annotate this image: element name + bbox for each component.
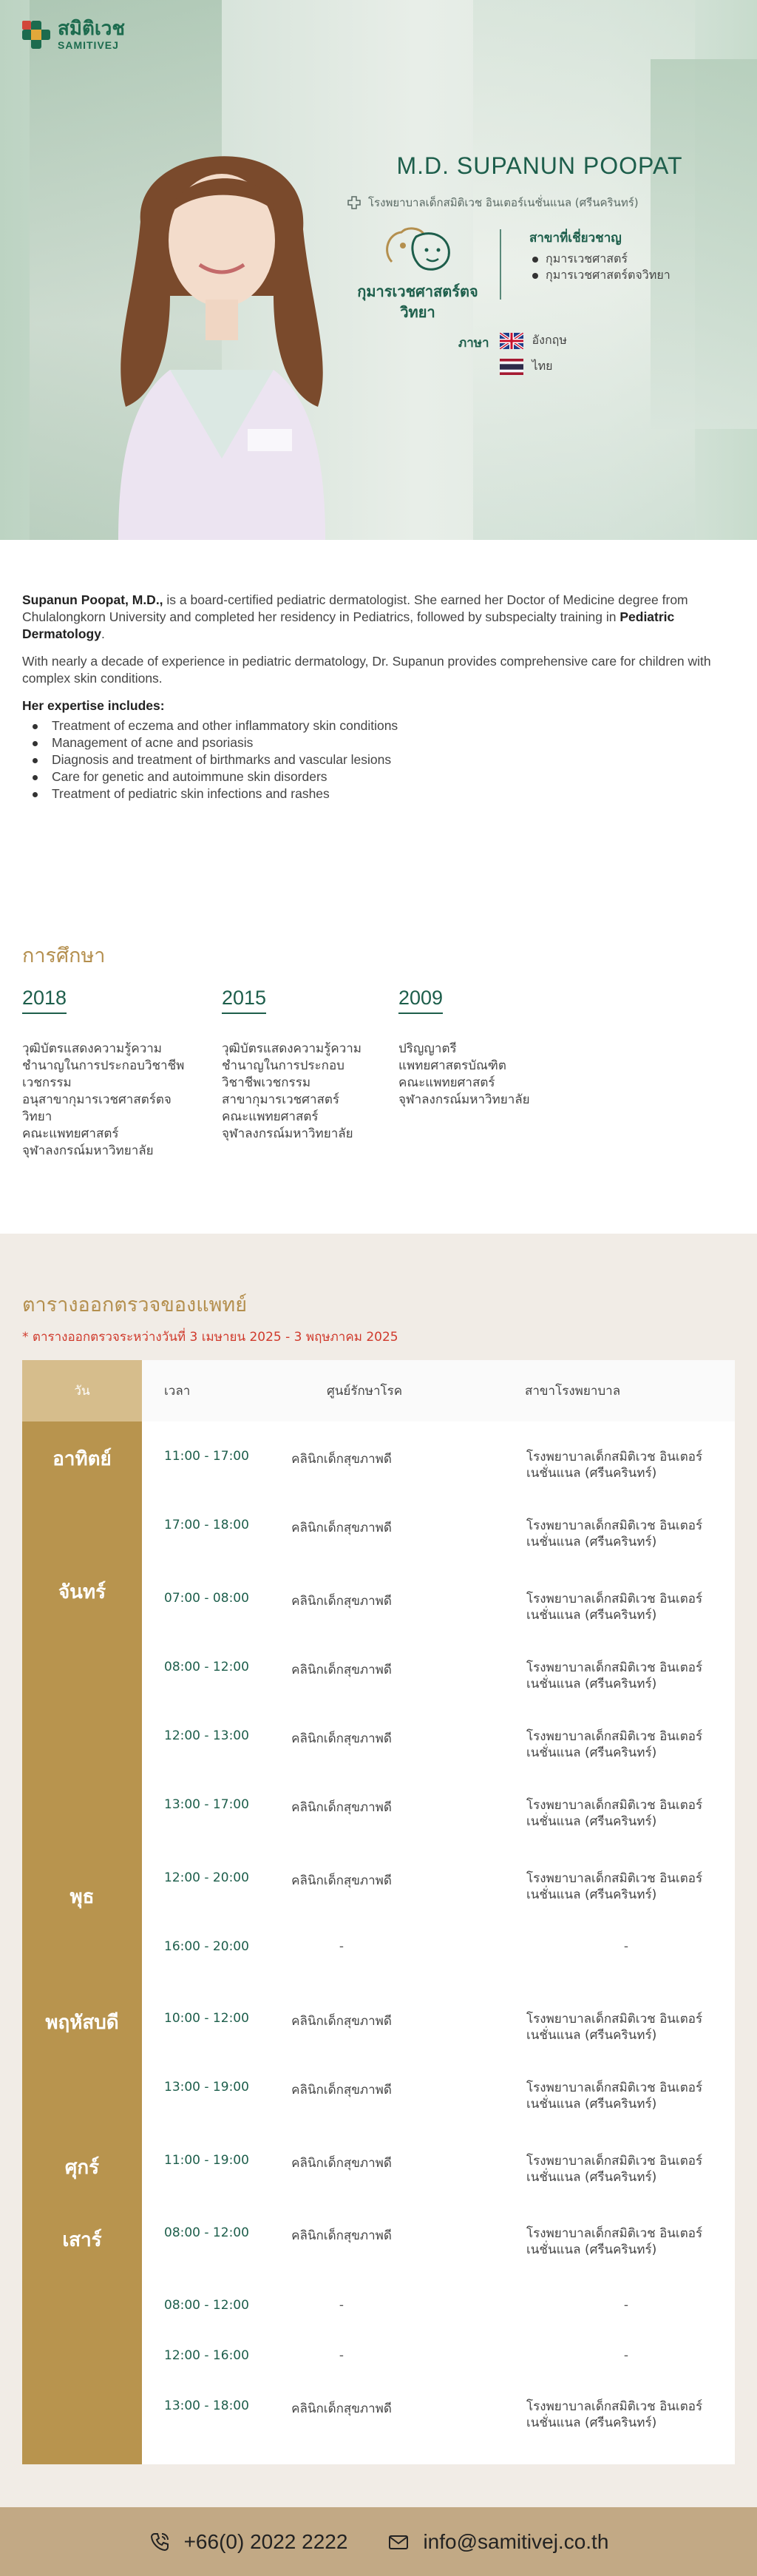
education-item (398, 987, 530, 1109)
row-center: - (339, 1939, 344, 1954)
row-time: 12:00 - 16:00 (164, 2348, 249, 2363)
row-time: 17:00 - 18:00 (164, 1518, 249, 1532)
email-address[interactable]: info@samitivej.co.th (423, 2529, 609, 2553)
row-branch: โรงพยาบาลเด็กสมิติเวช อินเตอร์ เนชั่นแนล (ศรีนครินทร์) (526, 1871, 703, 1902)
list-item: Management of acne and psoriasis (22, 734, 735, 751)
row-center: คลินิกเด็กสุขภาพดี (291, 2014, 392, 2029)
phone-contact[interactable] (149, 2530, 348, 2554)
row-center: คลินิกเด็กสุขภาพดี (291, 1594, 392, 1609)
logo-thai-text: สมิติเวช (58, 18, 126, 40)
row-time: 08:00 - 12:00 (164, 2225, 249, 2240)
doctor-bio (22, 592, 735, 802)
row-center: คลินิกเด็กสุขภาพดี (291, 1873, 392, 1888)
education-year: 2009 (398, 987, 443, 1014)
row-branch: โรงพยาบาลเด็กสมิติเวช อินเตอร์ เนชั่นแนล (ศรีนครินทร์) (526, 2399, 703, 2430)
specialty-title: กุมารเวชศาสตร์ตจ วิทยา (357, 283, 478, 321)
hospital-name: โรงพยาบาลเด็กสมิติเวช อินเตอร์เนชั่นแนล (ศรีนครินทร์) (368, 196, 639, 209)
doctor-hospital (347, 194, 717, 212)
logo-eng-text: SAMITIVEJ (58, 39, 119, 51)
thai-flag-icon (500, 359, 523, 375)
phone-number[interactable]: +66(0) 2022 2222 (183, 2529, 348, 2553)
footer (0, 2507, 757, 2576)
row-time: 13:00 - 19:00 (164, 2080, 249, 2095)
expertise-item: กุมารเวชศาสตร์ตจวิทยา (529, 267, 671, 283)
expertise-includes-title: Her expertise includes: (22, 698, 165, 713)
row-center: คลินิกเด็กสุขภาพดี (291, 1663, 392, 1677)
row-time: 11:00 - 17:00 (164, 1449, 249, 1464)
list-item: Treatment of eczema and other inflammatory skin conditions (22, 717, 735, 734)
phone-icon (149, 2531, 171, 2553)
schedule-note: * ตารางออกตรวจระหว่างวันที่ 3 เมษายน 2025 - 3 พฤษภาคม 2025 (22, 1330, 398, 1345)
row-branch: - (623, 2298, 629, 2313)
row-branch: โรงพยาบาลเด็กสมิติเวช อินเตอร์ เนชั่นแนล (ศรีนครินทร์) (526, 1592, 703, 1623)
header-branch: สาขาโรงพยาบาล (525, 1384, 621, 1399)
expertise-includes-list (22, 717, 735, 802)
table-header (22, 1360, 735, 1421)
row-branch: โรงพยาบาลเด็กสมิติเวช อินเตอร์ เนชั่นแนล (ศรีนครินทร์) (526, 1660, 703, 1691)
education-item (222, 987, 361, 1143)
row-time: 16:00 - 20:00 (164, 1939, 249, 1954)
expertise-block (529, 228, 671, 283)
hero-banner (0, 0, 757, 540)
mail-icon (387, 2531, 410, 2553)
day-label: ศุกร์ (64, 2157, 100, 2179)
header-center: ศูนย์รักษาโรค (327, 1384, 403, 1399)
row-branch: โรงพยาบาลเด็กสมิติเวช อินเตอร์ เนชั่นแนล (ศรีนครินทร์) (526, 1798, 703, 1829)
row-branch: โรงพยาบาลเด็กสมิติเวช อินเตอร์ เนชั่นแนล (ศรีนครินทร์) (526, 1450, 703, 1481)
row-time: 12:00 - 20:00 (164, 1870, 249, 1885)
row-center: - (339, 2348, 344, 2363)
doctor-photo (89, 111, 355, 540)
row-branch: โรงพยาบาลเด็กสมิติเวช อินเตอร์ เนชั่นแนล (ศรีนครินทร์) (526, 2154, 703, 2185)
logo-cross-icon (21, 19, 52, 50)
education-text: วุฒิบัตรแสดงความรู้ความ ชำนาญในการประกอบวิชาชีพ เวชกรรม อนุสาขากุมารเวชศาสตร์ตจ วิทยา คณะแพทยศาสตร์ จุฬาลงกรณ์มหาวิทยาลัย (22, 1041, 185, 1158)
day-label: เสาร์ (62, 2229, 102, 2251)
header-day: วัน (22, 1360, 142, 1421)
row-time: 13:00 - 17:00 (164, 1797, 249, 1812)
row-center: คลินิกเด็กสุขภาพดี (291, 1521, 392, 1535)
schedule-section (0, 1234, 757, 2507)
row-time: 08:00 - 12:00 (164, 2298, 249, 2313)
header-time: เวลา (164, 1384, 191, 1399)
list-item: Diagnosis and treatment of birthmarks and vascular lesions (22, 751, 735, 768)
day-column (22, 1421, 142, 2464)
row-branch: โรงพยาบาลเด็กสมิติเวช อินเตอร์ เนชั่นแนล (ศรีนครินทร์) (526, 1729, 703, 1760)
education-heading: การศึกษา (22, 944, 106, 967)
day-label: จันทร์ (58, 1581, 106, 1603)
language-label: ภาษา (458, 336, 489, 351)
row-center: คลินิกเด็กสุขภาพดี (291, 2401, 392, 2416)
day-label: พุธ (69, 1886, 95, 1908)
day-label: อาทิตย์ (52, 1448, 112, 1470)
uk-flag-icon (500, 333, 523, 349)
education-text: วุฒิบัตรแสดงความรู้ความ ชำนาญในการประกอบ วิชาชีพเวชกรรม สาขากุมารเวชศาสตร์ คณะแพทยศาสตร์ จุฬาลงกรณ์มหาวิทยาลัย (222, 1041, 362, 1141)
row-time: 12:00 - 13:00 (164, 1728, 249, 1743)
language-block (458, 331, 567, 376)
list-item: Care for genetic and autoimmune skin disorders (22, 768, 735, 785)
row-branch: โรงพยาบาลเด็กสมิติเวช อินเตอร์ เนชั่นแนล (ศรีนครินทร์) (526, 2080, 703, 2112)
row-center: คลินิกเด็กสุขภาพดี (291, 2156, 392, 2171)
education-year: 2018 (22, 987, 67, 1014)
row-center: คลินิกเด็กสุขภาพดี (291, 2228, 392, 2243)
education-item (22, 987, 184, 1160)
row-time: 08:00 - 12:00 (164, 1660, 249, 1674)
expertise-item: กุมารเวชศาสตร์ (529, 251, 671, 267)
medical-cross-icon (347, 196, 361, 209)
child-face-icon (381, 223, 455, 275)
row-branch: โรงพยาบาลเด็กสมิติเวช อินเตอร์ เนชั่นแนล (ศรีนครินทร์) (526, 2012, 703, 2043)
row-time: 11:00 - 19:00 (164, 2153, 249, 2168)
row-center: - (339, 2298, 344, 2313)
bio-paragraph: Supanun Poopat, M.D., is a board-certified pediatric dermatologist. She earned her Doctor of Medicine degree from Chulalongkorn University and completed her residency in Pediatrics, followed by subspecialty training in Pediatric Dermatology. (22, 592, 688, 641)
email-contact[interactable] (387, 2530, 608, 2554)
row-center: คลินิกเด็กสุขภาพดี (291, 2083, 392, 2097)
row-branch: โรงพยาบาลเด็กสมิติเวช อินเตอร์ เนชั่นแนล (ศรีนครินทร์) (526, 1518, 703, 1549)
row-center: คลินิกเด็กสุขภาพดี (291, 1731, 392, 1746)
row-center: คลินิกเด็กสุขภาพดี (291, 1800, 392, 1815)
row-center: คลินิกเด็กสุขภาพดี (291, 1452, 392, 1467)
samitivej-logo[interactable] (21, 19, 125, 50)
divider (500, 229, 501, 300)
bio-paragraph: With nearly a decade of experience in pediatric dermatology, Dr. Supanun provides comprehensive care for children with complex skin conditions. (22, 654, 711, 686)
row-branch: - (623, 1939, 629, 1954)
day-label: พฤหัสบดี (45, 2012, 119, 2034)
schedule-heading: ตารางออกตรวจของแพทย์ (22, 1294, 248, 1316)
row-time: 10:00 - 12:00 (164, 2011, 249, 2026)
specialty-block (333, 223, 503, 322)
education-text: ปริญญาตรี แพทยศาสตรบัณฑิต คณะแพทยศาสตร์ จุฬาลงกรณ์มหาวิทยาลัย (398, 1041, 530, 1107)
doctor-name: M.D. SUPANUN POOPAT (396, 152, 683, 179)
row-branch: - (623, 2348, 629, 2363)
expertise-list (529, 251, 671, 283)
language-item: ไทย (500, 357, 567, 376)
row-time: 07:00 - 08:00 (164, 1591, 249, 1606)
row-branch: โรงพยาบาลเด็กสมิติเวช อินเตอร์ เนชั่นแนล (ศรีนครินทร์) (526, 2226, 703, 2257)
expertise-title: สาขาที่เชี่ยวชาญ (529, 231, 622, 246)
education-year: 2015 (222, 987, 266, 1014)
list-item: Treatment of pediatric skin infections and rashes (22, 785, 735, 802)
language-item: อังกฤษ (500, 331, 567, 350)
row-time: 13:00 - 18:00 (164, 2398, 249, 2413)
